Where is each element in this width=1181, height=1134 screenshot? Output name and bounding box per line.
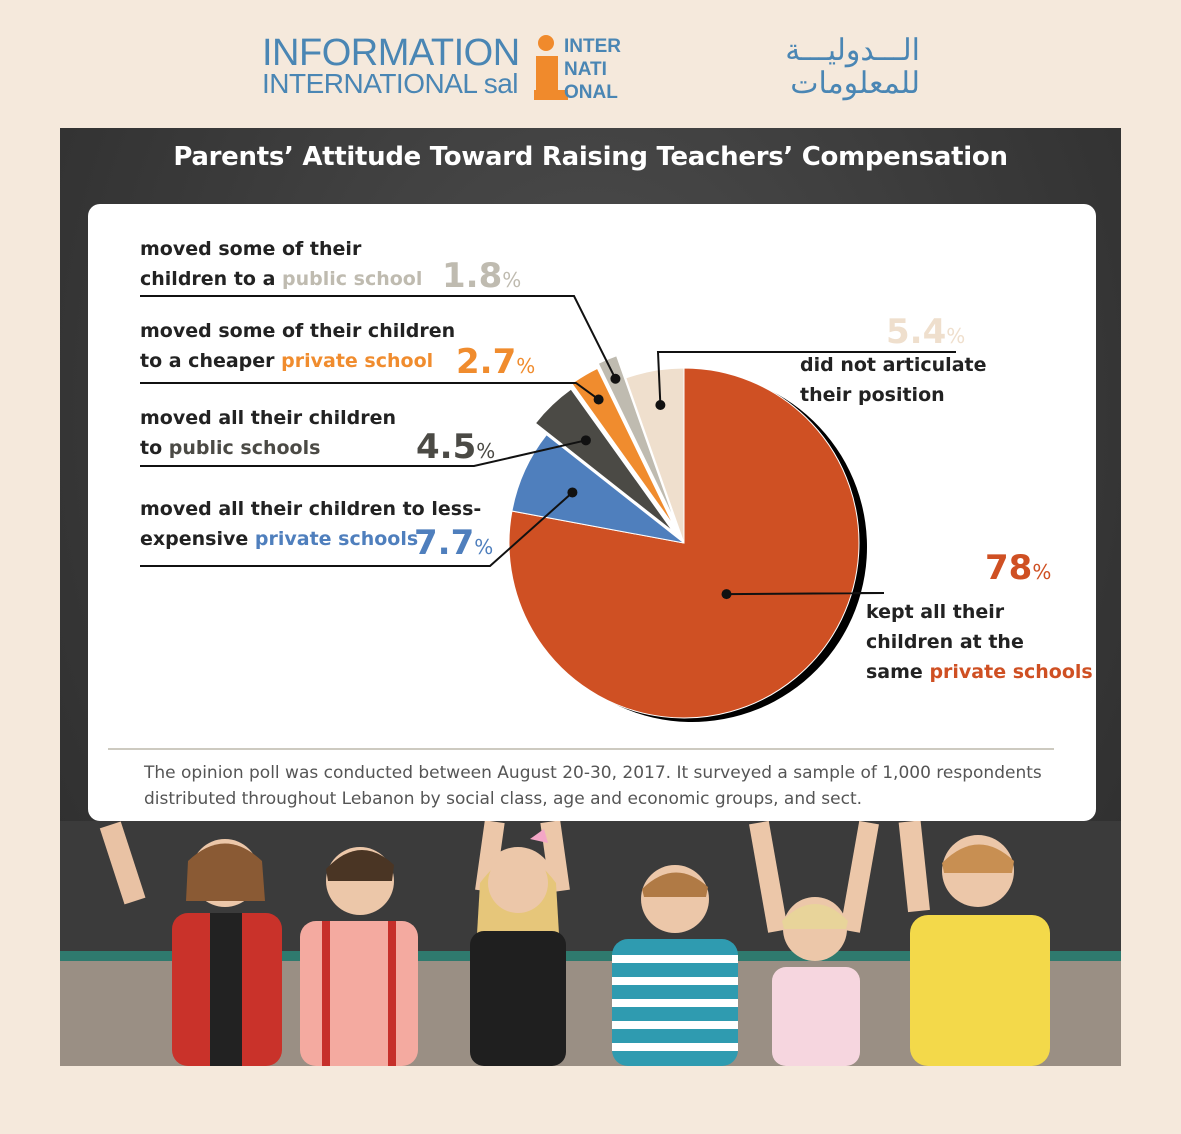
slice-label-line: [866, 597, 1093, 627]
chart-title: Parents’ Attitude Toward Raising Teachers’ Compensation: [173, 142, 1008, 172]
child-3: [470, 821, 570, 1066]
slice-label-highlight: private schools: [929, 661, 1093, 683]
slice-value-no-position: [886, 314, 965, 354]
slice-label-text: did not articulate: [800, 354, 987, 376]
slice-label-public-some: [140, 234, 422, 294]
logo-arabic-line-2: للمعلومات: [790, 66, 920, 101]
slice-label-highlight: public school: [282, 268, 423, 290]
methodology-note: The opinion poll was conducted between August 20-30, 2017. It surveyed a sample of 1,000 respondents distributed throughout Lebanon by social class, age and economic groups, and sect.: [144, 763, 1042, 809]
slice-value-less-expensive: [414, 525, 493, 565]
children-photo: [60, 821, 1121, 1066]
slice-label-line: [140, 234, 422, 264]
slice-label-line: [140, 346, 455, 376]
slice-label-line: [140, 494, 481, 524]
slice-value-number: 4.5: [416, 427, 477, 467]
slice-value-number: 5.4: [886, 312, 947, 352]
leader-dot-public-some: [610, 374, 620, 384]
slice-label-text: same: [866, 661, 930, 683]
leader-line-private: [727, 593, 884, 594]
leader-line-cheaper-private: [140, 383, 599, 399]
slice-value-private: [985, 550, 1051, 590]
slice-label-line: [140, 433, 396, 463]
slice-label-text: moved all their children: [140, 407, 396, 429]
slice-value-unit: %: [476, 439, 496, 463]
chart-card: [88, 204, 1096, 821]
slice-value-number: 1.8: [442, 256, 503, 296]
divider: [108, 748, 1054, 750]
slice-label-cheaper-private: [140, 316, 455, 376]
slice-label-private: [866, 597, 1093, 687]
slice-value-number: 7.7: [414, 523, 475, 563]
slice-value-unit: %: [474, 535, 494, 559]
slice-value-public-all: [416, 429, 495, 469]
leader-dot-less-expensive: [567, 487, 577, 497]
chalkboard-panel: [60, 128, 1121, 1066]
slice-label-text: expensive: [140, 528, 255, 550]
leader-dot-cheaper-private: [594, 394, 604, 404]
slice-label-line: [140, 264, 422, 294]
slice-label-highlight: private schools: [254, 528, 419, 550]
logo-line-2: INTERNATIONAL sal: [262, 68, 518, 99]
slice-label-text: their position: [800, 384, 945, 406]
slice-label-line: [800, 350, 986, 380]
slice-value-unit: %: [946, 324, 966, 348]
header-logo: [258, 30, 938, 105]
slice-value-unit: %: [502, 268, 522, 292]
slice-value-number: 2.7: [456, 342, 517, 382]
slice-value-unit: %: [516, 354, 536, 378]
logo-mark-letters-3: ONAL: [564, 82, 618, 102]
slice-label-line: [866, 627, 1093, 657]
slice-label-line: [800, 380, 986, 410]
slice-label-highlight: private school: [281, 350, 434, 372]
leader-dot-no-position: [655, 400, 665, 410]
logo-mark-letters-1: INTER: [564, 36, 621, 57]
slice-label-text: to: [140, 437, 169, 459]
logo-mark-icon: [534, 32, 630, 102]
slice-label-line: [140, 316, 455, 346]
logo-line-1: INFORMATION: [262, 32, 520, 74]
slice-label-line: [140, 403, 396, 433]
slice-label-line: [866, 657, 1093, 687]
slice-label-text: children to a: [140, 268, 282, 290]
slice-label-highlight: public schools: [168, 437, 321, 459]
slice-value-cheaper-private: [456, 344, 535, 384]
slice-value-public-some: [442, 258, 521, 298]
slice-label-text: to a cheaper: [140, 350, 282, 372]
slice-label-no-position: [800, 350, 986, 410]
leader-dot-private: [722, 589, 732, 599]
leader-dot-public-all: [581, 435, 591, 445]
slice-label-text: moved all their children to less-: [140, 498, 482, 520]
logo-arabic: [640, 34, 920, 100]
slice-label-text: kept all their: [866, 601, 1005, 623]
slice-label-text: children at the: [866, 631, 1024, 653]
slice-label-text: moved some of their children: [140, 320, 456, 342]
slice-value-unit: %: [1032, 560, 1052, 584]
slice-value-number: 78: [985, 548, 1033, 588]
slice-label-public-all: [140, 403, 396, 463]
logo-mark-letters-2: NATI: [564, 59, 607, 80]
slice-label-text: moved some of their: [140, 238, 362, 260]
logo-arabic-line-1: الـــدوليـــة: [785, 33, 920, 68]
